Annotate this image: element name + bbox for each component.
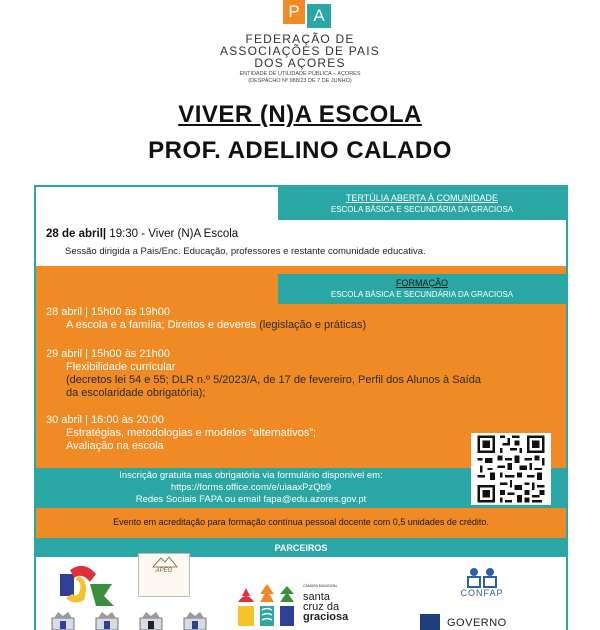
session-3: [46, 414, 316, 453]
session-topic-text: A escola e a família; Direitos e deveres: [66, 319, 257, 331]
apeg-logo: [138, 553, 190, 597]
registration-contact[interactable]: Redes Sociais FAPA ou email fapa@edu.azores.gov.pt: [135, 494, 367, 505]
session-1: [46, 306, 366, 332]
camara-name-line: graciosa: [303, 611, 349, 623]
formacao-venue: ESCOLA BÁSICA E SECUNDÁRIA DA GRACIOSA: [330, 290, 514, 299]
accreditation-note: Evento em acreditação para formação contínua pessoal docente com 0,5 unidades de crédito.: [113, 517, 489, 527]
session-topic: Estratégias, metodologias e modelos “alternativos”;: [66, 427, 317, 439]
tertulia-heading: TERTÚLIA ABERTA À COMUNIDADE: [345, 193, 499, 203]
session-note: (legislação e práticas): [256, 319, 367, 331]
tertulia-description: Sessão dirigida a Pais/Enc. Educação, professores e restante comunidade educativa.: [65, 246, 426, 257]
school-logo-icon: [60, 560, 120, 610]
fapa-logo: [283, 0, 331, 28]
municipal-logo-icon: [236, 580, 298, 630]
registration-line: Inscrição gratuita mas obrigatória via formulário disponivel em:: [119, 470, 383, 481]
apeg-label: APEG: [155, 568, 173, 574]
crest-icon: [48, 610, 78, 630]
registration-link[interactable]: https://forms.office.com/e/uiaaxPzQb9: [170, 482, 332, 493]
speaker-name: PROF. ADELINO CALADO: [148, 137, 452, 164]
tertulia-separator: |: [102, 228, 107, 240]
tertulia-time-title: 19:30 - Viver (N)A Escola: [106, 228, 239, 240]
session-topic: [46, 319, 366, 332]
qr-code-icon[interactable]: [471, 433, 551, 505]
government-label: GOVERNO: [447, 617, 507, 629]
session-when: 28 abril | 15h00 às 19h00: [46, 306, 170, 318]
session-when: 30 abril | 16:00 às 20:00: [46, 414, 164, 426]
crest-icon: [136, 610, 166, 630]
formacao-band: [278, 274, 566, 304]
org-name-line: FEDERAÇÃO DE: [245, 32, 355, 46]
confap-label: CONFAP: [460, 588, 504, 598]
tertulia-date: 28 de abril: [46, 228, 103, 240]
logo-letter-a: A: [307, 4, 331, 28]
session-topic: Flexibilidade curricular: [66, 361, 176, 373]
session-extra: da escolaridade obrigatória);: [66, 387, 206, 399]
tertulia-band: [278, 187, 566, 220]
organization-status: [200, 71, 400, 84]
org-status-line: ENTIDADE DE UTILIDADE PÚBLICA – AÇORES: [239, 71, 361, 77]
organization-name: [200, 33, 400, 69]
partners-heading: PARCEIROS: [36, 540, 566, 557]
crest-icon: [92, 610, 122, 630]
registration-info: [36, 470, 466, 506]
session-extra: (decretos lei 54 e 55; DLR n.º 5/2023/A, de 17 de fevereiro, Perfil dos Alunos à Saída: [66, 374, 481, 386]
formacao-heading: FORMAÇÃO: [395, 278, 448, 288]
camara-label: CÂMARA MUNICIPAL: [303, 584, 338, 588]
camara-name: [303, 592, 348, 622]
camara-name-line: cruz da: [303, 601, 340, 613]
logo-letter-p: P: [283, 0, 305, 24]
tertulia-datetime: [46, 228, 238, 240]
crest-icon: [180, 610, 210, 630]
org-status-line: (DESPACHO Nº 988/23 DE 7 DE JUNHO): [248, 77, 352, 84]
camara-name-line: santa: [303, 591, 330, 603]
tertulia-venue: ESCOLA BÁSICA E SECUNDÁRIA DA GRACIOSA: [330, 205, 514, 214]
org-name-line: ASSOCIAÇÕES DE PAIS: [220, 44, 380, 58]
session-topic: Avaliação na escola: [66, 440, 164, 452]
session-2: [46, 348, 481, 400]
event-title: VIVER (N)A ESCOLA: [178, 101, 422, 128]
apeg-mountain-icon: [139, 554, 191, 568]
org-name-line: DOS AÇORES: [254, 56, 346, 70]
session-when: 29 abril | 15h00 às 21h00: [46, 348, 170, 360]
government-flag-icon: [420, 614, 440, 630]
